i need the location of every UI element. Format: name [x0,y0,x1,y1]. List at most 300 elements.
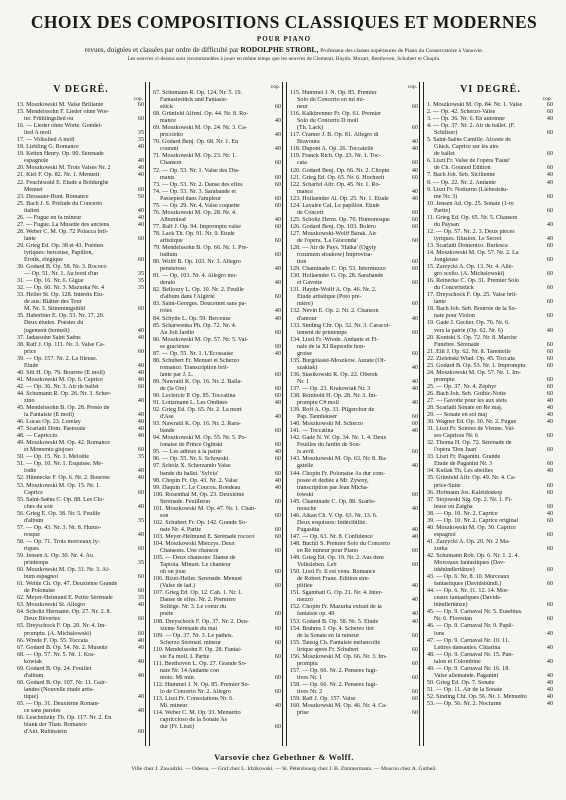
entry-price [133,666,145,673]
catalog-entry [153,583,282,590]
entry-title: et Gavotte [297,280,323,287]
entry-price [542,306,554,313]
catalog-entry [153,301,282,308]
catalog-entry [290,337,419,344]
entry-price [270,562,282,569]
entry-price [270,301,282,308]
catalog-entry [17,123,145,130]
catalog-entry [17,461,145,468]
entry-price [270,435,282,442]
entry-price: 60 [137,306,144,313]
catalog-entry [17,631,145,638]
column-4 [423,82,554,746]
entry-title: — Op. 51. Nr. 1. Au bord d'un [24,271,99,278]
catalog-entry [427,419,554,426]
entry-title: cata [297,160,307,167]
entry-title: Fantasiestück und Fantasie- [160,97,228,104]
catalog-entry [290,710,419,717]
catalog-entry [290,407,419,414]
entry-title: 52. Sinding Chr. Op. 56. Nr. 1. Menuetto [427,693,527,700]
catalog-entry [153,259,282,266]
catalog-entry [17,285,145,292]
catalog-entry [427,475,554,482]
entry-title: 30. Wagner Ed. Op. 30. Nr. 2. Fugue [427,419,517,426]
entry-title: 23. Godard B. Op. 53. Nr. 1. Impromptu [427,362,526,369]
entry-title: 14. Moszkowski M. Op. 57. Nr. 2. La [427,249,519,256]
catalog-entry [153,604,282,611]
catalog-entry [427,532,554,539]
entry-price: 60 [274,442,281,449]
entry-price: 60 [137,257,144,264]
entry-price: 40 [137,165,144,172]
catalog-entry [290,576,419,583]
entry-price: 40 [546,468,553,475]
catalog-entry [427,546,554,553]
catalog-entry [427,342,554,349]
catalog-entry [290,541,419,548]
catalog-entry [427,652,554,659]
entry-title: de Polonaise [24,588,55,595]
catalog-entry [17,208,145,215]
entry-title: 80. Wolff B. Op. 103. Nr. 3. Allegro [153,259,241,266]
entry-price [270,90,282,97]
catalog-entry [153,421,282,428]
entry-title: 12. — Op. 57. Nr. 2. 3. Deux pièces [427,228,515,235]
entry-price: 40 [137,172,144,179]
entry-price [407,393,419,400]
entry-price: 60 [546,130,553,137]
catalog-entry [290,506,419,513]
catalog-entry [427,426,554,433]
entry-title: Morceaux fantastiques (Dav- [434,560,506,567]
entry-price: 60 [546,285,553,292]
entry-price [133,525,145,532]
entry-title: 156. Moszkowski M. Op. 66. Nr. 3. Im- [290,653,387,660]
catalog-entry [290,196,419,203]
entry-title: 109. — Op. 37. Nr. 3. Le pathos. [153,632,234,639]
entry-price [542,638,554,645]
catalog-entry [17,722,145,729]
entry-title: Fugasitta [297,526,320,533]
catalog-entry [153,626,282,633]
catalog-entry [17,299,145,306]
entry-title: 10. Jensen Ad. Op. 25. Sonate (1-re [427,200,514,207]
entry-title: Etude de Paganini Nr. 3 [434,461,493,468]
entry-price: 40 [274,477,281,484]
entry-title: gatelle [297,463,314,470]
entry-title: Solfège. Nr. 3. Le coeur du [160,604,226,611]
entry-price [270,287,282,294]
entry-title: 90. Leclercle P. Op. 85. Toccatina [153,393,236,400]
catalog-entry [290,168,419,175]
catalog-entry [153,689,282,696]
catalog-entry [427,278,554,285]
catalog-entry [290,696,419,703]
entry-title: de la Sonate en fa mineur [297,632,360,639]
entry-title: 44. Schumann R. Op. 26. Nr. 3. Scher- [17,390,112,397]
catalog-entry [290,689,419,696]
entry-title: 121. Grieg Ed. Op. 65. Nr. 6. Hochzeit [290,174,385,181]
entry-title: me Nr. 3) [434,193,458,200]
entry-title: groise [297,350,312,357]
catalog-entry [290,231,419,238]
price-unit-label: cop. [407,84,417,90]
catalog-entry [153,125,282,132]
entry-price: 60 [546,362,553,369]
catalog-entry [153,97,282,104]
entry-title: 47. — Op. 9. Carnaval Nr. 10. 11. [427,637,510,644]
catalog-entry [17,504,145,511]
catalog-entry [290,238,419,245]
entry-price [270,111,282,118]
catalog-entry [153,217,282,224]
entry-price: 60 [411,562,418,569]
catalog-entry [153,478,282,485]
entry-title: Volksleben. Leb [297,562,337,569]
catalog-entry [290,604,419,611]
entry-price: 60 [411,414,418,421]
catalog-entry [153,492,282,499]
catalog-entry [17,363,145,370]
catalog-entry [17,412,145,419]
catalog-entry [153,139,282,146]
entry-title: 139. Roff A. Op. 33. Pilgerchor de [290,407,375,414]
catalog-entry [153,633,282,640]
entry-title: 113. Liszt Fr. Consolations Nr. 6. [153,696,234,703]
catalog-entry [290,597,419,604]
entry-title: Feuilles du Jardin de Sou- [297,442,361,449]
catalog-entry [17,356,145,363]
entry-price: 60 [546,271,553,278]
entry-price: 60 [411,125,418,132]
entry-title: 110. Mendelssohn F. Op. 28. Fantai- [153,646,242,653]
entry-title: Danse de elfes. Nr. 2. Première [160,597,236,604]
entry-price: 60 [546,193,553,200]
entry-price [407,182,419,189]
entry-price [542,123,554,130]
catalog-entry [153,654,282,661]
entry-price [407,471,419,478]
entry-title: 45. — Op. 9. Carnaval Nr. 5. Eusebius. [427,609,523,616]
catalog-entry [290,654,419,661]
catalog-entry [153,104,282,111]
entry-price: 40 [546,179,553,186]
entry-title: 93. Nawratil K. Op. 16. Nr. 2. Rara- [153,421,241,428]
entry-price [542,426,554,433]
catalog-entry [153,597,282,604]
entry-title: oh on joue [160,569,186,576]
catalog-entry [290,294,419,301]
entry-price: 40 [274,414,281,421]
entry-price [407,308,419,315]
entry-title: 33. Liszt Fr. Paganini. Grande [427,454,501,461]
entry-price [542,158,554,165]
catalog-entry [290,393,419,400]
editor-prefix: revues, doigtées et classées par ordre de difficulté par [84,46,239,54]
entry-price [407,252,419,259]
catalog-entry [153,463,282,470]
catalog-entry [17,715,145,722]
catalog-entry [17,652,145,659]
catalog-entry [153,160,282,167]
entry-title: Funèbre. Sérénade [434,341,480,348]
catalog-entry [153,316,282,323]
entry-price [542,475,554,482]
entry-price [133,391,145,398]
entry-title: 6. Liszt Fr. Valse de l'opéra 'Faust' [427,158,511,165]
entry-title: Gluck. Caprice sur les airs [434,144,499,151]
entry-title: 71. Moszkowski M. Op. 23. Nr. 1. [153,153,237,160]
entry-price [542,666,554,673]
entry-title: ludium [160,252,178,259]
entry-title: 157. — Op. 66. Nr. 2. Pensées fugi- [290,667,378,674]
catalog-entry [17,391,145,398]
entry-price [407,323,419,330]
entry-price [270,633,282,640]
catalog-entry [427,201,554,208]
catalog-entry [290,189,419,196]
entry-title: Au Joli Jardin [160,329,195,336]
catalog-entry [153,146,282,153]
entry-price: 60 [274,724,281,731]
entry-price [407,499,419,506]
entry-price: 60 [411,350,418,357]
entry-price: 60 [274,653,281,660]
catalog-entry [290,280,419,287]
entry-title: 142. Gade N. W. Op. 34. Nr. 1. 4. Deux [290,435,387,442]
catalog-entry [17,342,145,349]
catalog-entry [290,478,419,485]
entry-price: 40 [546,700,553,707]
catalog-entry [290,175,419,182]
catalog-entry [427,680,554,687]
entry-price: 35 [137,560,144,567]
entry-price: 60 [546,313,553,320]
catalog-entry [17,222,145,229]
catalog-entry [153,471,282,478]
catalog-entry [17,278,145,285]
catalog-entry [290,266,419,273]
entry-title: 83. Saint-Georges. Doucemet sans pa- [153,301,247,308]
entry-title: Solo du Concerto D moll [297,118,359,125]
entry-title: 135. Burgólaski-Moszkow. Aurate (Of- [290,357,386,364]
catalog-entry [153,308,282,315]
entry-price [542,454,554,461]
catalog-entry [17,708,145,715]
entry-title: 27. — Fugue. La Musette des anciens [17,221,110,228]
entry-title: 16. Reinecke C. Op. 31. Premier Solo [427,278,520,285]
catalog-entry [17,102,145,109]
entry-title: 52. Hünnecke F. Op. 6. Nr. 2. Bourrée [17,475,110,482]
entry-title: 24. Moszkowski M. Op. 57. Nr. 1. Im- [427,369,521,376]
entry-price: 40 [411,533,418,540]
entry-price: 60 [274,252,281,259]
entry-title: 18. Liebling G. Romance [17,144,79,151]
entry-title: 51. — Op. 10. Nr. 1. Esquisse. Mé- [17,461,104,468]
entry-title: 33. Heller St. Op. 128. Intérêts Etu- [17,292,104,299]
entry-price: 40 [274,703,281,710]
entry-title: 112. Hummel J. N. Op. 85. Premier So- [153,681,250,688]
entry-title: Bravoura [297,139,320,146]
entry-price: 40 [274,118,281,125]
entry-price: 40 [546,510,553,517]
catalog-entry [17,250,145,257]
catalog-entry [290,287,419,294]
entry-price: 60 [137,489,144,496]
entry-title: blank der Than. Romance [24,722,87,729]
entry-price: 60 [137,574,144,581]
entry-price [407,654,419,661]
catalog-entry [427,560,554,567]
entry-price: 40 [411,618,418,625]
catalog-entry [290,548,419,555]
catalog-entry [153,203,282,210]
entry-title: 13. Moszkowski M. Valse Brillante [17,102,104,108]
entry-title: Etude artistique (Poto pre- [297,294,362,301]
entry-price [270,597,282,604]
entry-price [407,626,419,633]
catalog-entry [17,581,145,588]
entry-title: 50. Grieg Ed. Op. 7. Sonate [427,679,495,686]
catalog-entry [153,238,282,245]
catalog-entry [427,144,554,151]
entry-title: promptu [297,660,318,667]
entry-price: 60 [274,625,281,632]
entry-price: 60 [274,237,281,244]
entry-price: 40 [274,484,281,491]
catalog-entry [290,414,419,421]
entry-price: 40 [137,376,144,383]
catalog-entry [17,659,145,666]
entry-price: 60 [546,341,553,348]
entry-title: 20. Kontski S. Op. 72. Nr. 8. Marche [427,334,517,341]
catalog-entry [290,372,419,379]
catalog-entry [290,273,419,280]
catalog-entry [153,379,282,386]
entry-price [270,421,282,428]
catalog-entry [153,365,282,372]
column-3 [286,82,420,746]
catalog-entry [427,187,554,194]
entry-price [407,682,419,689]
catalog-entry [17,638,145,645]
entry-price [133,511,145,518]
entry-price: 60 [137,630,144,637]
entry-title: romance. Transcription bril- [160,364,229,371]
entry-price: 60 [546,482,553,489]
entry-title: 92. Grieg Ed. Op. 65. Nr. 2. La mort [153,407,242,414]
entry-price [407,520,419,527]
entry-title: 106. Bizet-Heller. Serenade. Menuet [153,576,243,583]
entry-price: 60 [546,433,553,440]
catalog-entry [17,320,145,327]
catalog-entry [290,640,419,647]
entry-title: 123. Hollaender Al. Op. 25. Nr. 1. Etude [290,195,389,202]
entry-price [270,541,282,548]
entry-title: 151. Sgambati G. Op. 21. Nr. 4. Inter- [290,590,383,597]
entry-title: roles [160,308,172,315]
entry-title: l'opéra 'Don Juan' [434,447,478,454]
entry-title: moto. Mi min. [160,674,196,681]
entry-title: ce sans paroles [24,708,61,715]
entry-price: 40 [274,308,281,315]
catalog-entry [290,534,419,541]
catalog-entry [153,252,282,259]
catalog-entry [290,358,419,365]
entry-title: 8. — Op. 22. Nr. 2. Andante [427,179,496,186]
entry-title: 23. Dessauer-Hunt. Romance [17,193,89,200]
entry-title: 98. Chopin Fr. Op. 43. Nr. 2. Valse [153,477,238,484]
entry-title: nate Nr. 14 Andante con [160,667,220,674]
catalog-entry [17,419,145,426]
recommendation-note: Les oeuvres ci-dessus sont recommandées à jouer en même temps que les oeuvres de Clementi, Haydn, Mozart, Beethoven, Schubert et Chopin. [127,56,441,62]
catalog-entry [17,475,145,482]
entry-price [133,264,145,271]
entry-title: 127. Moszkowski-Wolff Barak. Air [290,230,377,237]
catalog-entry [427,616,554,623]
entry-title: Nr. 1 [297,378,310,385]
catalog-entry [290,365,419,372]
entry-price: 60 [411,688,418,695]
entry-price: 60 [137,235,144,242]
entry-title: 103. Meyer-Helmund E. Sérénade rococo [153,533,255,540]
entry-title: 111. Beethoven L. Op. 27. Grande So- [153,660,247,667]
catalog-entry [290,301,419,308]
entry-title: artistique [160,237,183,244]
entry-price: 40 [137,708,144,715]
catalog-entry [427,165,554,172]
entry-price: 60 [137,348,144,355]
catalog-entry [17,454,145,461]
catalog-entry [290,555,419,562]
entry-title: du Paysan [434,221,459,228]
entry-title: Caprice [24,489,43,496]
catalog-entry [153,266,282,273]
catalog-entry [153,344,282,351]
catalog-entry [290,456,419,463]
catalog-entry [153,182,282,189]
entry-price [407,132,419,139]
entry-price: 60 [274,329,281,336]
entry-price [270,576,282,583]
catalog-entry [290,104,419,111]
entry-title: mants [160,174,175,181]
entry-price [542,525,554,532]
entry-price: 60 [274,688,281,695]
catalog-entry [427,313,554,320]
entry-title: gro scelto. (A. Michalowski) [434,271,505,278]
entry-price: 40 [274,146,281,153]
entry-title: 77. Raff J. Op. 94. Impromptu valse [153,223,241,230]
catalog-entry [17,236,145,243]
entry-title: 41. Zarzycki A. Op. 20. Nr. 2 Ma- [427,538,510,545]
entry-price: 40 [137,221,144,228]
entry-price: 60 [411,548,418,555]
entry-price: 40 [411,463,418,470]
entry-title: 25. Bach J. S. Prélude du Concerto [17,200,103,207]
entry-title: 74. — Op. 53. Nr. 3. Sarabande et [153,188,236,195]
entry-title: 56. Grieg E. Op. 38. Nr. 5. Feuille [17,510,101,517]
entry-title: 22. Zieleński Wład. Op. 45. Toccata [427,355,515,362]
catalog-entry [290,351,419,358]
entry-price [270,337,282,344]
entry-price: 60 [274,202,281,209]
entry-title: lyriques. Illusion. Le Secret [434,235,502,242]
catalog-entry [427,447,554,454]
entry-title: du Concertstück [434,285,474,292]
entry-title: Sérénade. Feuilleton [160,498,211,505]
entry-title: resque [24,531,40,538]
